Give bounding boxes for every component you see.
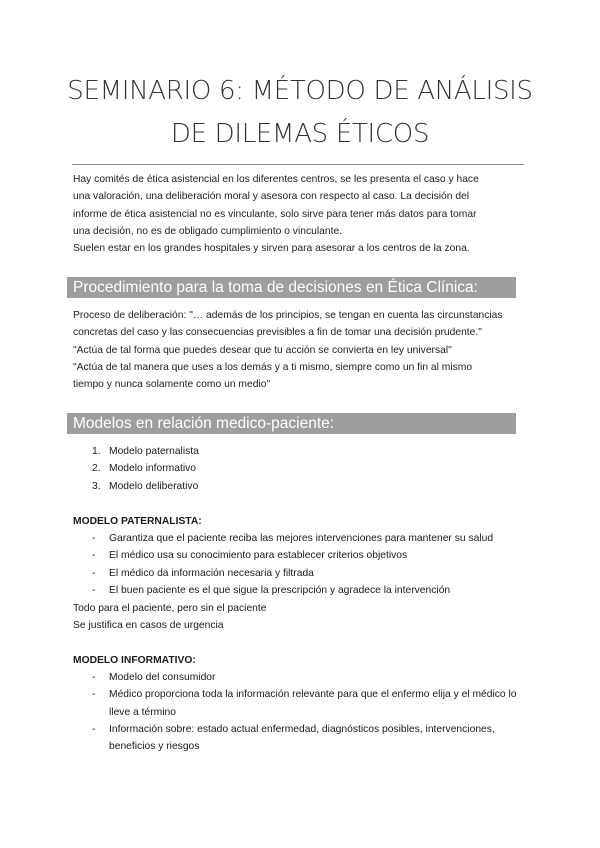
procedimiento-line: concretas del caso y las consecuencias previsibles a fin de tomar una decisión prudente." xyxy=(73,327,482,339)
list-item: 1. Modelo paternalista xyxy=(92,446,199,457)
modelos-list xyxy=(92,443,492,495)
intro-line: Suelen estar en los grandes hospitales y sirven para asesorar a los centros de la zona. xyxy=(73,243,470,255)
title-divider xyxy=(72,164,524,165)
intro-line: una decisión, no es de obligado cumplimiento o vinculante. xyxy=(73,225,343,237)
intro-line: Hay comités de ética asistencial en los diferentes centros, se les presenta el caso y hace xyxy=(73,174,479,185)
section-heading-procedimiento: Procedimiento para la toma de decisiones en Ética Clínica: xyxy=(67,277,516,298)
list-item: 2. Modelo informativo xyxy=(92,463,196,475)
paternalista-bullets xyxy=(92,530,532,599)
intro-line: informe de ética asistencial no es vinculante, solo sirve para tener más datos para tomar xyxy=(73,208,477,220)
list-item: - Garantiza que el paciente reciba las mejores intervenciones para mantener su salud xyxy=(92,533,494,544)
procedimiento-line: "Actúa de tal forma que puedes desear que tu acción se convierta en ley universal" xyxy=(73,344,452,356)
procedimiento-line: "Actúa de tal manera que uses a los demás y a ti mismo, siempre como un fin al mismo xyxy=(73,361,473,373)
paternalista-note: Se justifica en casos de urgencia xyxy=(73,620,224,631)
procedimiento-line: tiempo y nunca solamente como un medio" xyxy=(73,379,271,391)
page-title xyxy=(60,70,540,156)
list-item: - El médico da información necesaria y filtrada xyxy=(92,567,314,579)
procedimiento-paragraph xyxy=(73,307,533,393)
list-item: - El médico usa su conocimiento para establecer criterios objetivos xyxy=(92,550,408,562)
list-item: - Modelo del consumidor xyxy=(92,672,216,683)
list-item: 3. Modelo deliberativo xyxy=(92,480,199,492)
list-item: - Médico proporciona toda la información relevante para que el enfermo elija y el médico lo lleve a término xyxy=(92,689,517,718)
paternalista-note: Todo para el paciente, pero sin el paciente xyxy=(73,603,267,614)
title-line-2: DE DILEMAS ÉTICOS xyxy=(170,119,430,149)
heading-paternalista: MODELO PATERNALISTA: xyxy=(73,516,202,527)
section-heading-modelos: Modelos en relación medico-paciente: xyxy=(67,413,516,434)
procedimiento-line: Proceso de deliberación: "… además de los principios, se tengan en cuenta las circunstancias xyxy=(73,310,503,321)
title-line-1: SEMINARIO 6: MÉTODO DE ANÁLISIS xyxy=(67,76,533,106)
list-item: - El buen paciente es el que sigue la prescripción y agradece la intervención xyxy=(92,584,451,596)
list-item: - Información sobre: estado actual enfermedad, diagnósticos posibles, intervenciones, beneficios y riesgos xyxy=(92,723,495,753)
heading-informativo: MODELO INFORMATIVO: xyxy=(73,655,196,666)
intro-line: una valoración, una deliberación moral y asesora con respecto al caso. La decisión del xyxy=(73,191,470,203)
intro-paragraph xyxy=(73,171,533,257)
informativo-bullets xyxy=(92,669,527,755)
